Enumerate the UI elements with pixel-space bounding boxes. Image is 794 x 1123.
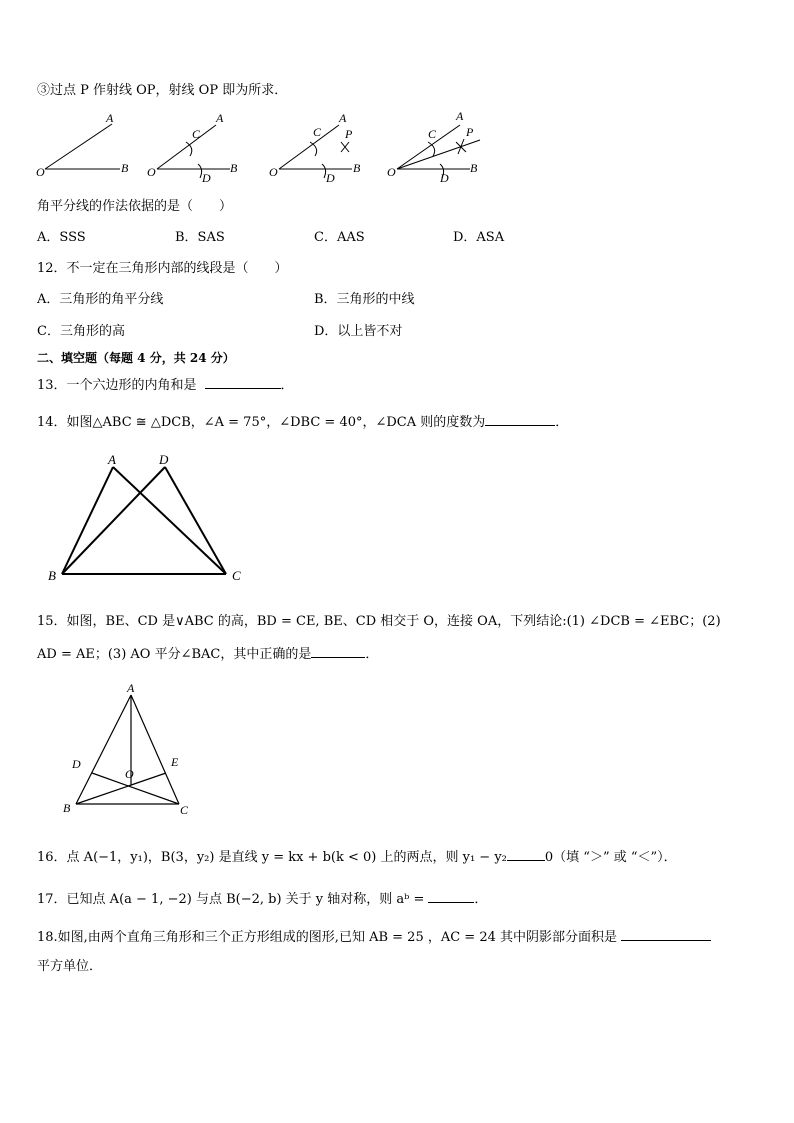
section-2-heading: 二、填空题（每题 4 分，共 24 分） <box>37 351 235 365</box>
label-D: D <box>440 171 449 185</box>
label-A: A <box>108 452 116 467</box>
label-C: C <box>313 125 322 139</box>
question-12: 12．不一定在三角形内部的线段是（ ） <box>37 261 288 276</box>
q17-text: 17．已知点 A(a − 1, −2) 与点 B(−2, b) 关于 y 轴对称，则 aᵇ = <box>37 892 425 907</box>
option-c: C．AAS <box>314 230 365 245</box>
construction-fig-1 <box>36 111 129 179</box>
q16-answer-blank[interactable] <box>507 847 545 861</box>
q18-answer-blank[interactable] <box>621 927 711 941</box>
label-D: D <box>159 452 169 467</box>
question-15-line1: 15．如图，BE、CD 是∨ABC 的高，BD = CE, BE、CD 相交于 O，连接 OA，下列结论:(1) ∠DCB = ∠EBC；(2) <box>37 614 721 629</box>
question-16 <box>37 847 677 867</box>
question-15-line2: AD = AE；(3) AO 平分∠BAC，其中正确的是 ． <box>37 644 378 664</box>
question-17: 17．已知点 A(a − 1, −2) 与点 B(−2, b) 关于 y 轴对称，则 aᵇ = ． <box>37 889 487 909</box>
label-C: C <box>232 568 241 583</box>
label-O: O <box>36 165 45 179</box>
option-d: D．ASA <box>453 230 505 245</box>
label-A: A <box>216 111 224 125</box>
label-A: A <box>106 111 114 125</box>
q17-answer-blank[interactable] <box>428 889 474 903</box>
q18-text: 18.如图,由两个直角三角形和三个正方形组成的图形,已知 AB = 25 ，AC = 24 其中阴影部分面积是 <box>37 930 618 945</box>
step3-text: ③过点 P 作射线 OP，射线 OP 即为所求． <box>37 83 288 98</box>
construction-fig-4 <box>387 109 480 185</box>
label-D: D <box>72 757 81 771</box>
angle-bisector-construction-figures <box>0 109 794 185</box>
label-B: B <box>470 161 478 175</box>
label-O: O <box>387 165 396 179</box>
label-D: D <box>202 171 211 185</box>
question-18-line2: 平方单位． <box>37 959 103 974</box>
figure-q15-isosceles-triangle <box>60 680 220 820</box>
q13-text: 13．一个六边形的内角和是 <box>37 378 197 393</box>
label-C: C <box>428 127 437 141</box>
label-C: C <box>192 127 201 141</box>
label-B: B <box>121 161 129 175</box>
label-A: A <box>127 681 135 695</box>
label-B: B <box>353 161 361 175</box>
construction-fig-3 <box>269 111 361 185</box>
label-O: O <box>125 767 134 781</box>
label-C: C <box>180 803 189 817</box>
label-A: A <box>339 111 347 125</box>
label-B: B <box>48 568 56 583</box>
construction-fig-2 <box>147 111 238 185</box>
q12-option-a: A．三角形的角平分线 <box>37 292 164 307</box>
label-B: B <box>230 161 238 175</box>
q15-text: AD = AE；(3) AO 平分∠BAC，其中正确的是 <box>37 647 312 662</box>
q12-option-b: B．三角形的中线 <box>314 292 415 307</box>
question-basis: 角平分线的作法依据的是（ ） <box>37 199 233 214</box>
q16-text: 16．点 A(−1，y₁)，B(3，y₂) 是直线 y = kx + b(k < 0) 上的两点，则 y₁ − y₂ <box>37 850 507 865</box>
q14-answer-blank[interactable] <box>485 412 555 426</box>
q13-answer-blank[interactable] <box>205 375 281 389</box>
label-O: O <box>147 165 156 179</box>
q12-option-d: D．以上皆不对 <box>314 324 403 339</box>
q12-option-c: C．三角形的高 <box>37 324 125 339</box>
question-14: 14．如图△ABC ≅ △DCB，∠A = 75°，∠DBC = 40°，∠DCA 则的度数为 ． <box>37 412 568 432</box>
option-a: A．SSS <box>37 230 86 245</box>
q16-tail: 0（填 “＞” 或 “＜”）． <box>544 850 677 865</box>
figure-q14-triangles <box>40 450 300 590</box>
label-B: B <box>63 801 71 815</box>
label-E: E <box>171 755 179 769</box>
label-A: A <box>456 109 464 123</box>
q14-text: 14．如图△ABC ≅ △DCB，∠A = 75°，∠DBC = 40°，∠DCA 则的度数为 <box>37 415 486 430</box>
question-13: 13．一个六边形的内角和是 ． <box>37 375 294 395</box>
option-b: B．SAS <box>175 230 225 245</box>
label-P: P <box>466 125 474 139</box>
question-18-line1 <box>37 927 711 947</box>
q15-answer-blank[interactable] <box>311 644 365 658</box>
label-O: O <box>269 165 278 179</box>
label-P: P <box>345 127 353 141</box>
label-D: D <box>326 171 335 185</box>
